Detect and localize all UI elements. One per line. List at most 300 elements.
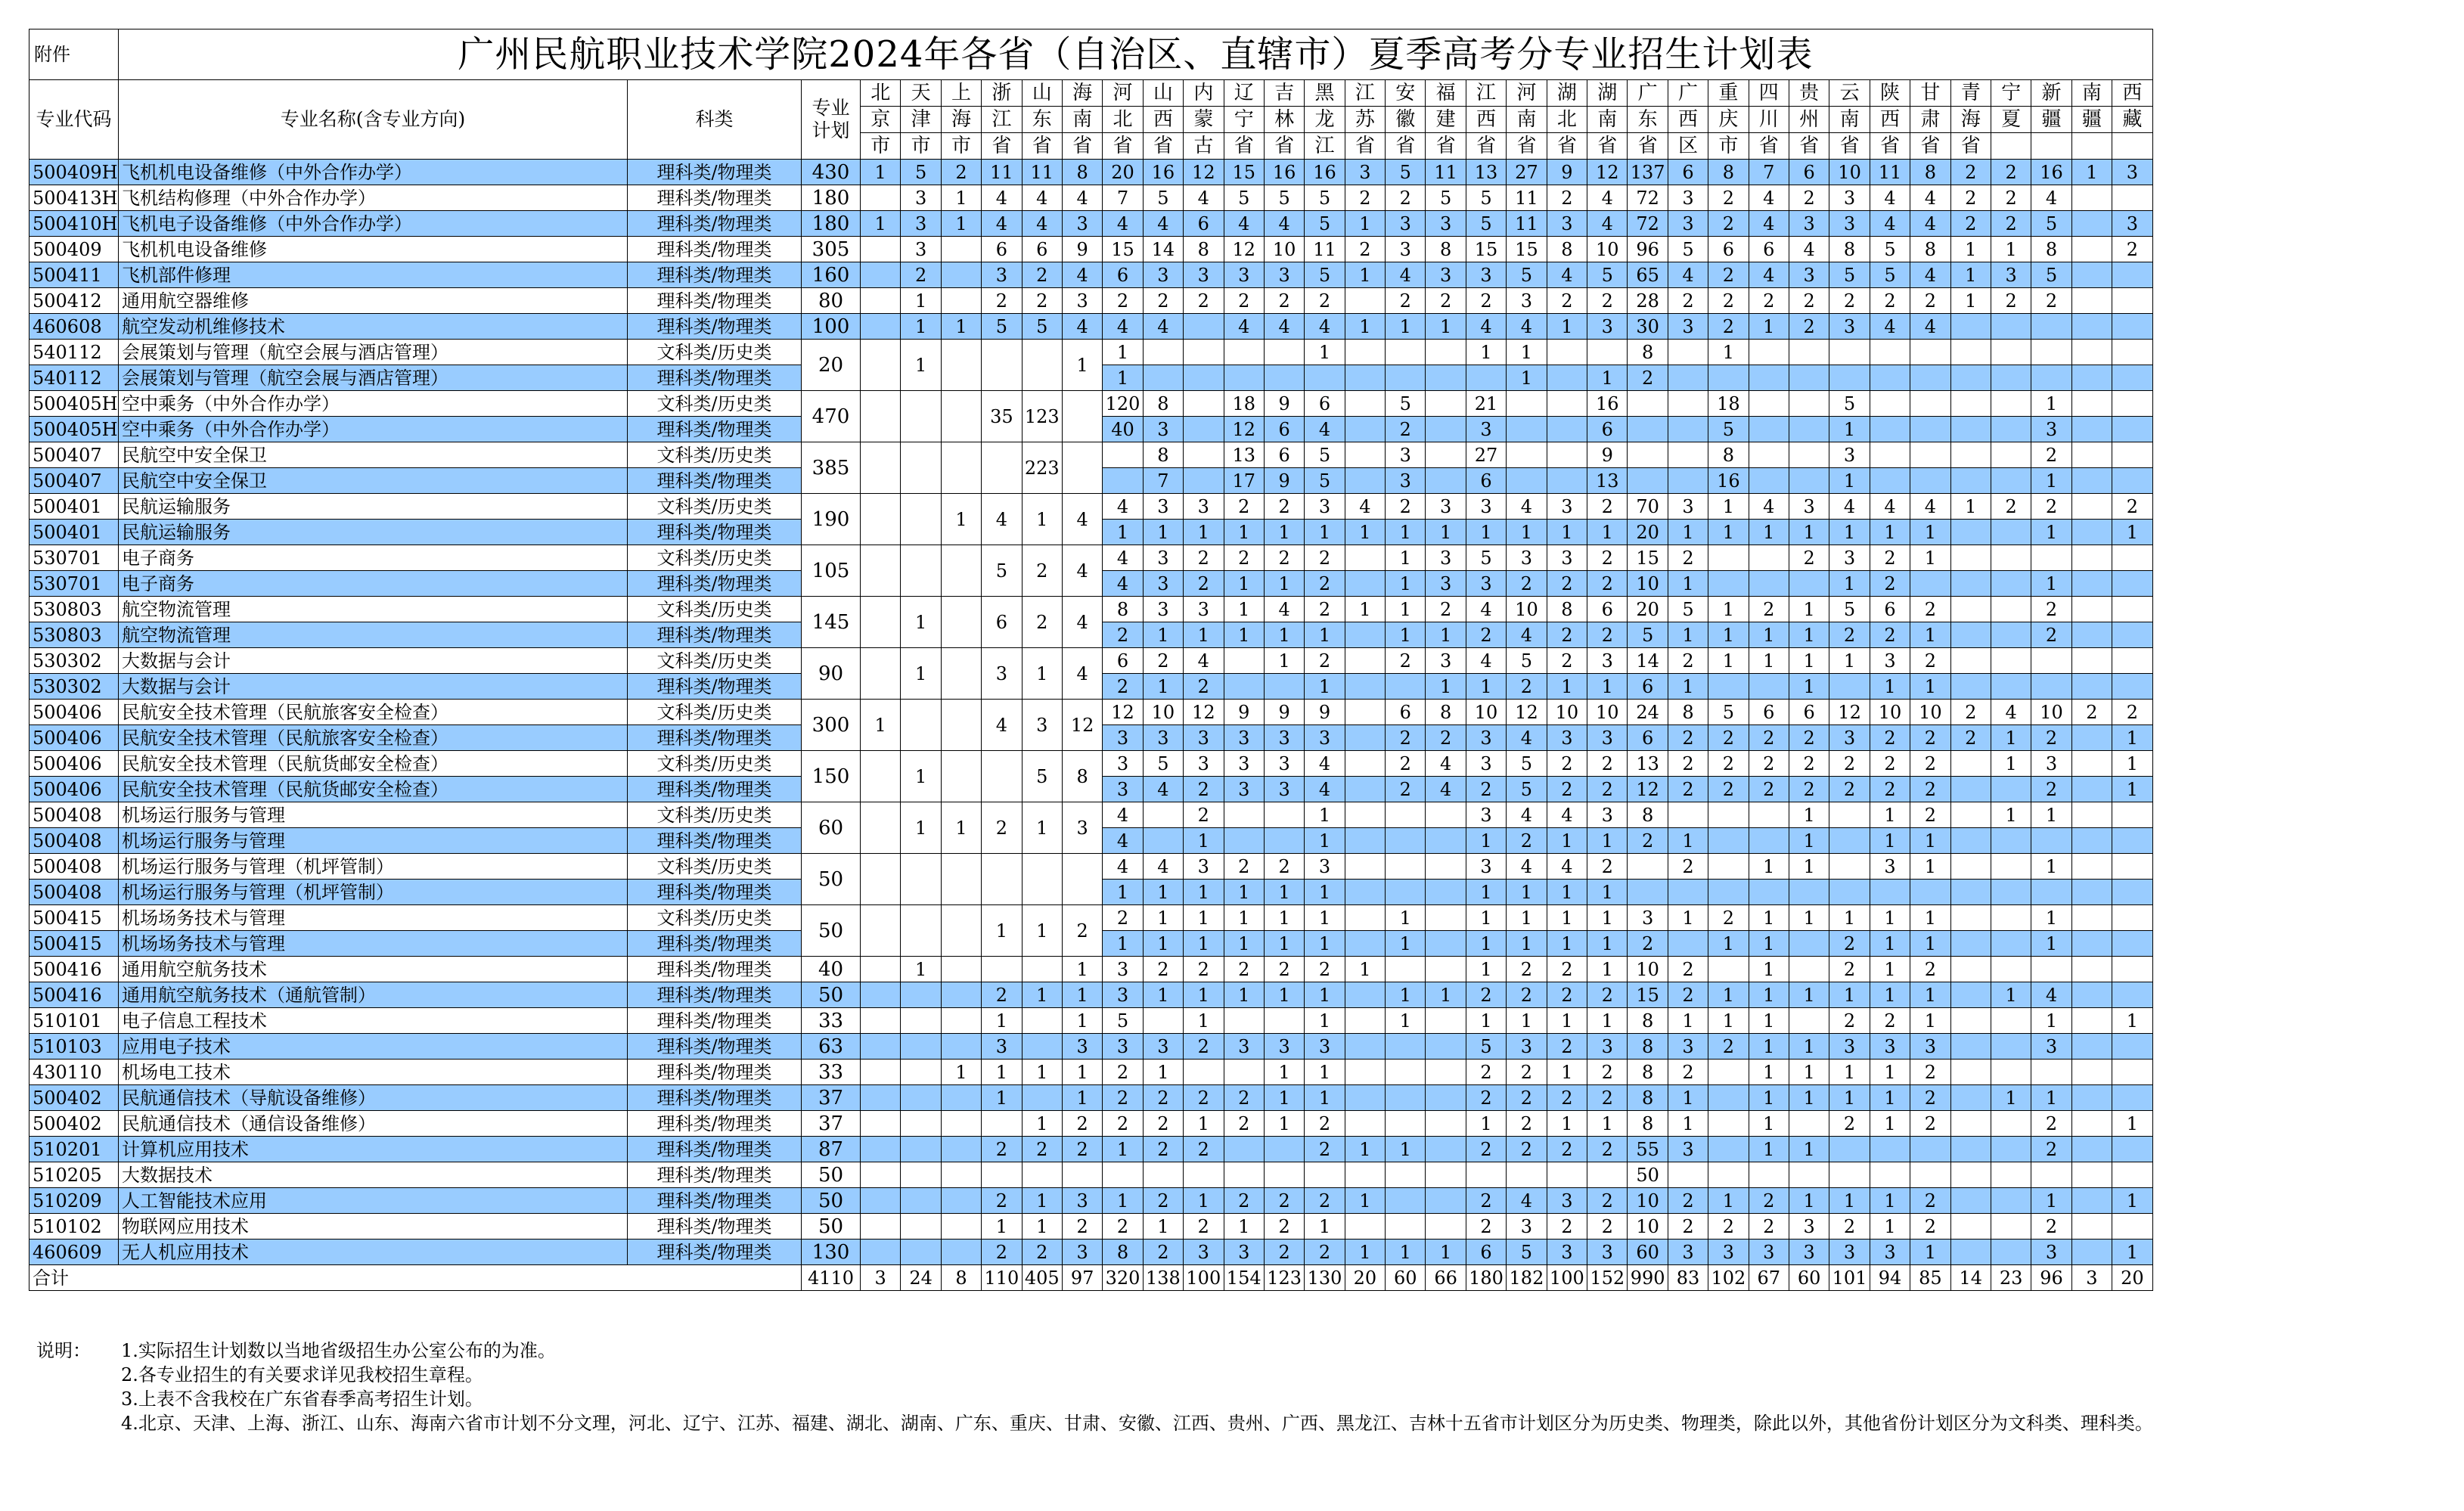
province-plan-cell [2112, 442, 2153, 468]
province-plan-cell: 1 [1789, 982, 1829, 1008]
province-plan-cell [901, 1008, 941, 1034]
province-plan-cell: 3 [1386, 442, 1426, 468]
province-plan-cell: 12 [1587, 160, 1628, 185]
province-plan-cell: 1 [1264, 648, 1304, 674]
province-plan-merged: 2 [982, 802, 1022, 854]
province-plan-cell: 2 [1910, 725, 1950, 751]
subject-category: 理科类/物理类 [628, 1008, 802, 1034]
province-header-11-char-3: 省 [1264, 133, 1304, 160]
province-plan-cell: 8 [1103, 597, 1143, 622]
province-plan-cell: 4 [982, 185, 1022, 211]
province-header-14-char-3: 省 [1386, 133, 1426, 160]
province-plan-cell [901, 982, 941, 1008]
province-plan-cell: 3 [1547, 1188, 1587, 1214]
province-plan-cell: 3 [1466, 802, 1506, 828]
province-plan-cell [2031, 314, 2071, 340]
province-plan-cell: 6 [1628, 725, 1668, 751]
province-plan-cell: 4 [1386, 262, 1426, 288]
province-plan-cell: 30 [1628, 314, 1668, 340]
province-plan-cell: 4 [1910, 314, 1950, 340]
province-plan-merged: 12 [1062, 700, 1102, 751]
province-plan-cell [1628, 854, 1668, 880]
province-plan-cell: 2 [1587, 777, 1628, 802]
province-plan-cell [1991, 777, 2031, 802]
province-plan-cell: 5 [1143, 751, 1183, 777]
province-plan-cell: 4 [1910, 185, 1950, 211]
province-plan-cell [1991, 1137, 2031, 1162]
province-plan-cell: 4 [1184, 648, 1224, 674]
province-plan-cell [1345, 1034, 1385, 1060]
province-header-21-char-1: 广 [1668, 80, 1708, 107]
province-plan-cell: 2 [1587, 1060, 1628, 1085]
province-plan-cell: 2 [1224, 854, 1264, 880]
province-plan-cell: 4 [1789, 237, 1829, 262]
table-row [29, 262, 2153, 288]
province-plan-cell: 2 [1305, 1240, 1345, 1265]
total-province-cell: 110 [982, 1265, 1022, 1291]
province-plan-cell: 1 [1789, 1034, 1829, 1060]
province-header-10-char-3: 省 [1224, 133, 1264, 160]
major-name: 大数据与会计 [119, 674, 628, 700]
province-plan-cell: 2 [2031, 442, 2071, 468]
province-plan-merged [1022, 340, 1062, 391]
province-plan-cell: 1 [1022, 982, 1062, 1008]
province-plan-cell [1184, 340, 1224, 365]
major-plan-total: 87 [802, 1137, 861, 1162]
province-plan-cell: 3 [1305, 725, 1345, 751]
major-code: 500409 [29, 237, 119, 262]
province-plan-cell [1668, 340, 1708, 365]
subject-category: 文科类/历史类 [628, 597, 802, 622]
province-plan-cell: 2 [1426, 725, 1466, 751]
province-plan-cell: 1 [1466, 340, 1506, 365]
province-plan-cell: 12 [1224, 237, 1264, 262]
province-plan-cell [1991, 854, 2031, 880]
province-plan-cell: 4 [1547, 262, 1587, 288]
province-plan-cell: 1 [1870, 1060, 1910, 1085]
province-plan-cell [2071, 468, 2112, 494]
province-plan-cell: 10 [1264, 237, 1304, 262]
province-plan-cell: 2 [1184, 674, 1224, 700]
province-plan-cell [1386, 1162, 1426, 1188]
province-plan-cell: 1 [1789, 648, 1829, 674]
province-plan-merged [861, 340, 901, 391]
province-plan-cell: 1 [1708, 982, 1749, 1008]
province-plan-cell [1386, 880, 1426, 905]
province-header-29-char-2: 夏 [1991, 107, 2031, 133]
table-row [29, 1034, 2153, 1060]
province-plan-cell: 21 [1466, 391, 1506, 417]
province-plan-cell: 1 [1749, 1034, 1789, 1060]
province-plan-cell [1950, 391, 1991, 417]
province-plan-cell: 1 [1587, 1111, 1628, 1137]
province-plan-cell [1426, 468, 1466, 494]
province-plan-cell: 1 [1547, 880, 1587, 905]
province-plan-cell: 6 [1386, 700, 1426, 725]
province-plan-cell [1507, 391, 1547, 417]
province-plan-cell [1184, 468, 1224, 494]
province-plan-cell: 2 [1547, 622, 1587, 648]
province-plan-cell [1345, 571, 1385, 597]
province-plan-cell: 1 [1386, 1008, 1426, 1034]
province-plan-cell [1184, 1060, 1224, 1085]
subject-category: 理科类/物理类 [628, 237, 802, 262]
province-plan-cell: 70 [1628, 494, 1668, 520]
major-name: 通用航空器维修 [119, 288, 628, 314]
major-code: 530803 [29, 597, 119, 622]
province-plan-cell [1950, 1085, 1991, 1111]
province-plan-cell: 4 [1507, 802, 1547, 828]
province-plan-cell [1466, 1162, 1506, 1188]
major-plan-total: 305 [802, 237, 861, 262]
province-plan-cell [1991, 880, 2031, 905]
province-plan-cell [1668, 802, 1708, 828]
province-plan-cell: 1 [1587, 520, 1628, 545]
province-plan-cell [941, 957, 981, 982]
province-plan-cell [861, 1137, 901, 1162]
subject-category: 理科类/物理类 [628, 185, 802, 211]
table-row [29, 1085, 2153, 1111]
table-row [29, 1008, 2153, 1034]
province-plan-cell: 10 [1547, 700, 1587, 725]
province-plan-cell: 3 [1143, 494, 1183, 520]
province-plan-cell [861, 1008, 901, 1034]
province-plan-cell: 5 [1870, 262, 1910, 288]
subject-category: 文科类/历史类 [628, 494, 802, 520]
province-plan-cell: 1 [1184, 931, 1224, 957]
province-plan-cell: 1 [1386, 597, 1426, 622]
province-plan-cell: 3 [1184, 725, 1224, 751]
province-plan-cell [901, 1240, 941, 1265]
province-plan-cell: 4 [1466, 648, 1506, 674]
province-plan-cell [1224, 340, 1264, 365]
province-plan-cell: 4 [1103, 854, 1143, 880]
province-plan-cell [1345, 880, 1385, 905]
province-plan-cell [2031, 545, 2071, 571]
province-plan-cell [2112, 262, 2153, 288]
province-plan-cell: 4 [1022, 185, 1062, 211]
province-plan-cell [1991, 648, 2031, 674]
province-plan-cell: 2 [2031, 777, 2071, 802]
province-header-13-char-2: 苏 [1345, 107, 1385, 133]
province-plan-cell [1224, 828, 1264, 854]
province-plan-cell: 3 [1668, 185, 1708, 211]
province-header-28-char-2: 海 [1950, 107, 1991, 133]
province-plan-cell [1991, 905, 2031, 931]
province-plan-cell: 1 [1950, 494, 1991, 520]
province-plan-cell: 1 [1547, 931, 1587, 957]
province-plan-cell [1345, 340, 1385, 365]
province-plan-cell: 3 [1910, 1034, 1950, 1060]
province-plan-cell: 2 [1829, 1008, 1870, 1034]
province-plan-cell [1628, 417, 1668, 442]
subject-category: 文科类/历史类 [628, 545, 802, 571]
province-plan-cell: 1 [1668, 905, 1708, 931]
province-plan-cell [1103, 442, 1143, 468]
table-row [29, 314, 2153, 340]
province-plan-cell [2031, 340, 2071, 365]
province-plan-cell: 1 [1345, 1240, 1385, 1265]
province-plan-cell: 1 [2112, 520, 2153, 545]
province-plan-cell: 2 [1507, 571, 1547, 597]
province-plan-cell: 1 [1345, 1137, 1385, 1162]
major-code: 540112 [29, 340, 119, 365]
province-plan-cell: 2 [1789, 314, 1829, 340]
province-plan-cell: 2 [1184, 1085, 1224, 1111]
province-plan-cell: 2 [1991, 494, 2031, 520]
province-plan-cell: 2 [2112, 700, 2153, 725]
province-plan-cell: 2 [1708, 262, 1749, 288]
province-plan-merged [861, 751, 901, 802]
province-plan-merged [982, 442, 1022, 494]
province-plan-cell: 2 [1264, 1214, 1304, 1240]
province-plan-cell: 2 [1305, 545, 1345, 571]
province-plan-cell [1708, 545, 1749, 571]
province-plan-cell: 5 [1829, 391, 1870, 417]
province-plan-cell: 8 [1708, 160, 1749, 185]
province-plan-cell [1950, 442, 1991, 468]
total-province-cell: 60 [1386, 1265, 1426, 1291]
subject-category: 理科类/物理类 [628, 262, 802, 288]
province-plan-cell [1426, 1188, 1466, 1214]
major-plan-total: 130 [802, 1240, 861, 1265]
province-plan-cell: 9 [1305, 700, 1345, 725]
province-plan-cell [1950, 597, 1991, 622]
major-code: 500402 [29, 1085, 119, 1111]
province-plan-cell [1950, 340, 1991, 365]
province-header-19-char-1: 湖 [1587, 80, 1628, 107]
major-code: 530701 [29, 571, 119, 597]
province-plan-cell: 2 [1143, 1137, 1183, 1162]
province-plan-cell: 2 [1587, 1214, 1628, 1240]
province-plan-merged: 1 [1022, 802, 1062, 854]
province-plan-cell: 11 [1305, 237, 1345, 262]
province-plan-cell [1749, 365, 1789, 391]
province-plan-cell [941, 262, 981, 288]
province-plan-cell: 1 [1305, 622, 1345, 648]
province-plan-merged [1062, 442, 1102, 494]
province-plan-cell: 12 [1507, 700, 1547, 725]
major-plan-total: 33 [802, 1008, 861, 1034]
province-plan-merged [901, 905, 941, 957]
province-plan-cell: 1 [1870, 982, 1910, 1008]
province-plan-cell: 1 [1950, 288, 1991, 314]
province-plan-cell: 8 [1103, 1240, 1143, 1265]
total-province-cell: 123 [1264, 1265, 1304, 1291]
province-plan-cell: 1 [1386, 1240, 1426, 1265]
province-plan-cell: 2 [1264, 957, 1304, 982]
province-plan-cell [1749, 802, 1789, 828]
province-plan-merged: 1 [982, 905, 1022, 957]
province-plan-cell [1749, 391, 1789, 417]
province-plan-cell [1305, 365, 1345, 391]
province-plan-cell: 1 [1708, 494, 1749, 520]
major-plan-total: 80 [802, 288, 861, 314]
subject-category: 理科类/物理类 [628, 622, 802, 648]
province-plan-cell [2071, 340, 2112, 365]
province-header-6-char-2: 南 [1062, 107, 1102, 133]
province-plan-cell: 1 [941, 1060, 981, 1085]
province-plan-cell: 1 [1103, 1188, 1143, 1214]
province-header-8-char-3: 省 [1143, 133, 1183, 160]
province-plan-cell: 1 [1466, 520, 1506, 545]
major-code: 500405H [29, 391, 119, 417]
province-plan-cell [1870, 468, 1910, 494]
province-plan-cell: 3 [1184, 494, 1224, 520]
subject-category: 理科类/物理类 [628, 828, 802, 854]
province-plan-cell: 1 [1345, 957, 1385, 982]
province-plan-cell: 14 [1143, 237, 1183, 262]
province-plan-cell: 4 [1587, 185, 1628, 211]
table-row [29, 1162, 2153, 1188]
province-plan-cell: 1 [941, 211, 981, 237]
province-plan-cell [861, 1034, 901, 1060]
province-plan-merged: 2 [1062, 905, 1102, 957]
province-plan-cell: 10 [1507, 597, 1547, 622]
major-name: 电子商务 [119, 571, 628, 597]
province-plan-cell [1224, 802, 1264, 828]
table-row [29, 160, 2153, 185]
province-plan-cell: 1 [1103, 365, 1143, 391]
province-plan-cell [1345, 365, 1385, 391]
province-plan-cell: 4 [1143, 314, 1183, 340]
province-plan-cell: 5 [2031, 211, 2071, 237]
province-plan-cell: 8 [1547, 237, 1587, 262]
province-plan-cell [941, 1188, 981, 1214]
province-plan-cell: 2 [982, 982, 1022, 1008]
province-plan-cell: 1 [1305, 340, 1345, 365]
province-plan-cell: 1 [1305, 1060, 1345, 1085]
province-plan-cell [941, 237, 981, 262]
province-plan-cell: 1 [1708, 597, 1749, 622]
province-plan-cell [2071, 185, 2112, 211]
province-plan-cell [941, 1085, 981, 1111]
province-plan-cell: 7 [1749, 160, 1789, 185]
province-plan-cell [1749, 571, 1789, 597]
province-plan-cell: 5 [1224, 185, 1264, 211]
province-plan-cell [1910, 365, 1950, 391]
province-plan-cell: 1 [1910, 1008, 1950, 1034]
table-row [29, 597, 2153, 622]
province-plan-merged [861, 648, 901, 700]
province-plan-cell: 2 [1668, 545, 1708, 571]
province-plan-cell [941, 1137, 981, 1162]
total-province-cell: 60 [1789, 1265, 1829, 1291]
subject-category: 文科类/历史类 [628, 340, 802, 365]
province-plan-cell: 1 [1386, 905, 1426, 931]
province-plan-cell: 3 [1870, 1034, 1910, 1060]
major-name: 民航空中安全保卫 [119, 468, 628, 494]
province-plan-cell: 4 [1910, 494, 1950, 520]
province-plan-cell: 2 [1466, 982, 1506, 1008]
subject-category: 文科类/历史类 [628, 751, 802, 777]
major-name: 民航空中安全保卫 [119, 442, 628, 468]
province-plan-cell: 3 [1426, 211, 1466, 237]
province-plan-cell [2112, 1034, 2153, 1060]
province-plan-cell [1345, 1111, 1385, 1137]
province-plan-cell: 2 [1466, 288, 1506, 314]
province-plan-cell: 1 [1668, 1008, 1708, 1034]
province-plan-cell [2112, 802, 2153, 828]
province-plan-merged: 3 [1022, 700, 1062, 751]
province-plan-cell [1991, 674, 2031, 700]
province-plan-cell: 5 [1507, 777, 1547, 802]
province-plan-cell: 4 [1143, 211, 1183, 237]
province-plan-cell: 1 [2112, 751, 2153, 777]
province-plan-cell: 2 [1184, 957, 1224, 982]
province-plan-cell: 2 [1466, 777, 1506, 802]
province-plan-cell: 2 [1668, 982, 1708, 1008]
province-header-15-char-2: 建 [1426, 107, 1466, 133]
province-plan-cell: 4 [1224, 314, 1264, 340]
province-header-7-char-2: 北 [1103, 107, 1143, 133]
province-plan-cell [901, 1111, 941, 1137]
major-name: 会展策划与管理（航空会展与酒店管理） [119, 365, 628, 391]
province-header-15-char-1: 福 [1426, 80, 1466, 107]
province-header-31-char-1: 南 [2071, 80, 2112, 107]
table-row [29, 1137, 2153, 1162]
province-plan-cell: 1 [1062, 1085, 1102, 1111]
province-plan-cell: 1 [1749, 931, 1789, 957]
province-plan-cell [2031, 880, 2071, 905]
province-plan-cell [1829, 802, 1870, 828]
province-plan-cell [1507, 417, 1547, 442]
province-plan-cell: 1 [1829, 417, 1870, 442]
table-row [29, 340, 2153, 365]
province-plan-cell: 1 [1870, 802, 1910, 828]
province-plan-cell: 1 [1870, 957, 1910, 982]
province-plan-cell: 3 [2031, 1240, 2071, 1265]
province-plan-cell [2071, 1111, 2112, 1137]
province-plan-cell: 3 [1062, 1034, 1102, 1060]
province-plan-cell: 2 [1507, 828, 1547, 854]
province-header-30-char-3 [2031, 133, 2071, 160]
province-plan-cell [1426, 1034, 1466, 1060]
province-plan-cell [1426, 417, 1466, 442]
province-plan-cell [1345, 931, 1385, 957]
province-plan-cell [1466, 365, 1506, 391]
subject-category: 理科类/物理类 [628, 1111, 802, 1137]
province-plan-cell: 6 [1749, 700, 1789, 725]
total-plan: 4110 [802, 1265, 861, 1291]
province-plan-cell [1950, 1214, 1991, 1240]
province-plan-cell [1386, 1111, 1426, 1137]
major-code: 500408 [29, 880, 119, 905]
province-plan-cell [2071, 365, 2112, 391]
province-plan-cell [1184, 1162, 1224, 1188]
province-plan-cell: 3 [1587, 314, 1628, 340]
province-plan-cell: 3 [1547, 1240, 1587, 1265]
province-header-23-char-1: 四 [1749, 80, 1789, 107]
major-plan-total: 50 [802, 1214, 861, 1240]
province-plan-cell: 16 [1587, 391, 1628, 417]
province-header-17-char-1: 河 [1507, 80, 1547, 107]
province-plan-cell: 2 [1224, 957, 1264, 982]
province-plan-cell: 1 [2031, 854, 2071, 880]
province-plan-cell: 4 [982, 211, 1022, 237]
province-plan-cell: 8 [1628, 1060, 1668, 1085]
province-plan-cell: 4 [1749, 262, 1789, 288]
province-plan-cell [1224, 1060, 1264, 1085]
province-plan-cell: 2 [1910, 597, 1950, 622]
province-plan-cell: 10 [1910, 700, 1950, 725]
major-name: 空中乘务（中外合作办学） [119, 391, 628, 417]
province-header-1-char-3: 市 [861, 133, 901, 160]
province-plan-cell [861, 1060, 901, 1085]
table-row [29, 700, 2153, 725]
province-plan-cell: 2 [1789, 545, 1829, 571]
province-plan-cell: 1 [1991, 1085, 2031, 1111]
